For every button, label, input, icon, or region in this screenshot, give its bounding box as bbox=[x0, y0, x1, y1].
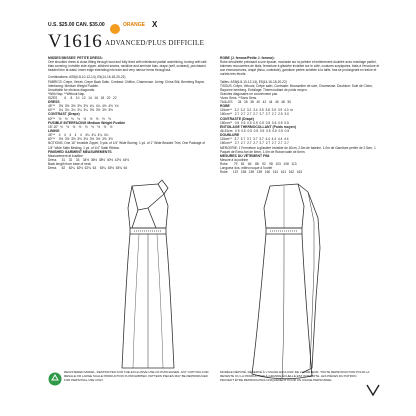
yardage-row: 18"-20" ½ ½ ½ ½ ½ ½ ½ ½ ½ bbox=[48, 124, 113, 129]
dress-back-illustration bbox=[232, 178, 342, 383]
yardage-row: 150cm** 0.5 0.5 0.5 0.5 0.5 0.5 0.5 0.5 0.5 bbox=[220, 120, 289, 125]
nap-note: *With Nap. **Without Nap. bbox=[48, 91, 86, 96]
fabrics: TISSUS: Crêpe, Velours, Crêpe satin. Contraste: Mousseline de soie, Charmeuse. Doublure: Soie de Chine, Rayonne bemberg. Entoilage: Thermocollant de poids moyen. bbox=[220, 83, 373, 92]
vogue-v-logo bbox=[366, 384, 380, 400]
yardage-row: 150cm** 2.7 2.7 2.7 2.7 2.7 2.7 2.7 2.7 2.7 bbox=[220, 141, 289, 146]
yardage-row: 46-51cm 0.5 0.5 0.5 0.5 0.5 0.5 0.5 0.5 0.5 bbox=[220, 129, 290, 134]
color-dot-icon bbox=[110, 20, 120, 38]
sizes-row: TAILLES 34 36 38 40 42 44 46 48 50 bbox=[220, 100, 292, 105]
nap-note: *Avec Sens. **Sans Sens. bbox=[220, 95, 257, 100]
finished-measurements-label: MESURES DU VÊTEMENT FINI bbox=[220, 153, 270, 158]
pattern-number: V1616 bbox=[48, 31, 103, 52]
measurement-row: Dress 62 62¼ 62½ 62¾ 63 63¼ 63½ 63¾ 64 bbox=[48, 166, 128, 171]
contrast-label: CONTRAST (Drape) bbox=[48, 112, 80, 117]
back-length-label: Longueur dos, milieu nuque à l'ourlet bbox=[220, 166, 273, 171]
interfacing-label: FUSIBLE INTERFACING Medium Weight Fusible bbox=[48, 120, 126, 125]
measurement-row: Robe 79 81 84 88 92 98 103 108 113 bbox=[220, 162, 297, 166]
yardage-row: 60"** ½ ½ ½ ½ ½ ½ ½ ½ ½ bbox=[48, 116, 111, 121]
yardage-row: 60"** 3½ 3½ 3½ 3½ 3½ 3½ 3½ 3½ 3½ bbox=[48, 137, 113, 142]
yardage-row: 45"** 3½ 3½ 3½ 3½ 3½ 4¼ 4¼ 4½ 4½ Yd bbox=[48, 104, 119, 109]
sizes-row: SIZES 6 8 10 12 14 16 18 20 22 bbox=[48, 95, 117, 100]
yardage-row: 45"** 4 4 4 4 4 4¼ 4¼ 4¼ 4¼ bbox=[48, 133, 109, 138]
price-label: U.S. $25.00 CAN. $35.00 bbox=[48, 22, 105, 28]
finished-sub: Mesure à la poitrine bbox=[220, 157, 248, 162]
unsuitable-note: Unsuitable for obvious diagonals. bbox=[48, 87, 95, 92]
copyright-notice-english: REGISTERED MODEL. RESTRICTED FOR THE EXCLUSIVE USE OF PURCHASER. ANY COPYING FOR RESALE OR LARGE SCALE PRODUCTION IS PROHIBITED. PATTERN PIECES MAY BE REPRODUCED FOR PERSONAL USE ONLY. bbox=[64, 370, 209, 382]
yardage-row: 115cm** 3.7 3.7 3.7 3.7 3.7 4.4 4.4 4.4 4.4 bbox=[220, 137, 289, 142]
garment-title: ROBE (J. femme/Petite J. femme): bbox=[220, 56, 275, 60]
english-column bbox=[48, 56, 210, 170]
yardage-row: 150cm** 2.7 2.7 2.7 2.7 2.7 2.7 2.7 2.9 3.0 bbox=[220, 112, 289, 117]
dress-label: ROBE bbox=[220, 104, 230, 109]
unsuitable-note: Grandes diagonales ne conviennent pas. bbox=[220, 91, 278, 96]
dress-front-illustration bbox=[98, 178, 198, 378]
interfacing-label: ENTOILAGE THERMOCOLLANT (Poids moyen) bbox=[220, 124, 296, 129]
lining-label: DOUBLURE bbox=[220, 133, 240, 138]
measurement-row: Robe 157 158 159 159 160 161 161 162 163 bbox=[220, 170, 303, 175]
yardage-row: 60"** 3¼ 3¼ 3¼ 3¼ 3¼ 3½ 3½ 3½ 3½ bbox=[48, 108, 113, 113]
back-length-label: Back length from base of neck bbox=[48, 162, 91, 166]
finished-measurements-label: FINISHED GARMENT MEASUREMENTS bbox=[48, 149, 112, 154]
difficulty-symbol: X bbox=[152, 20, 158, 29]
garment-title: MISSES'/MISSES' PETITE DRESS: bbox=[48, 56, 103, 60]
combinations: Tailles: AS5(6-8-10-12-14), E5(14-16-18-20-22) bbox=[220, 79, 287, 84]
recycle-icon bbox=[48, 372, 62, 391]
difficulty-level: ADVANCED/PLUS DIFFICILE bbox=[105, 39, 205, 47]
copyright-notice-french: MODÈLE DÉPOSÉ. RÉSERVÉ À L'USAGE EXCLUSIF DE L'ACHETEUR. TOUTE REPRODUCTION POUR LA REVENTE OU LA PRODUCTION À GRANDE ÉCHELLE EST INTERDITE. LES PIÈCES DU PATRON PEUVENT ÊTRE REPRODUITES UNIQUEMENT POUR UN USAGE PERSONNEL. bbox=[220, 370, 370, 382]
finished-sub: Measurement at bustline bbox=[48, 153, 83, 158]
notions: NOTIONS: One 16" Invisible Zipper, 3 yds. of 1/4" Wide Boning, 1 yd. of 1" Wide Beaded Trim, One Package of 1/4" Wide Satin Binding, 1 yd. of 1/4" Satin Ribbon. bbox=[48, 141, 206, 150]
combinations: Combinations: AS5(6-8-10-12-14), E5(14-16-18-20-22) bbox=[48, 75, 126, 80]
contrast-label: CONTRASTE (Drapé) bbox=[220, 116, 254, 121]
fabrics: FABRICS: Crepe, Velvet, Crepe Back Satin. Contrast: Chiffon, Charmeuse. Lining: China Silk; Bemberg Rayon. Interfacing: Medium Weight Fusible. bbox=[48, 79, 206, 88]
measurement-row: Dress 31 32 33 34½ 36½ 38½ 40½ 42½ 44½ bbox=[48, 157, 129, 162]
french-column bbox=[220, 56, 382, 174]
garment-description: Robe décolletée précisant à une épaule, moulante sur la poitrine et entièrement doublée avec entoilage partiel, baleines recouvertes de biais, fermeture à glissière invisible sur le côté, coutures surpiquées, biais à l'encolure et aux emmanchures, drapé (tissu, contraste), garniture perlée achetée à la taille, bas se prolongeant en traîne et ourlets très étroits. bbox=[220, 60, 380, 77]
garment-description: One shoulder dress is close-fitting through bust and fully lined with interfaced partial underlining, boning with self-bias covering, invisible side zipper, stitched seams, neckline and armhole bias, drape (self, contrast), purchased beaded trim at waist, lower edge extending into train and very narrow hems throughout. bbox=[48, 60, 208, 73]
yardage-row: 115cm** 3.2 3.2 3.2 3.4 3.5 3.8 3.9 3.9 4.0 m bbox=[220, 108, 293, 113]
notions: MERCERIE: 1 Fermeture à glissière invisible de 40cm, 2.8m de baleine, 1.0m de Garniture perlée de 2.5cm, 1 Paquet de Extra-fort de 6mm, 1.0m de Ruban satin de 6mm. bbox=[220, 145, 376, 154]
color-label: ORANGE bbox=[123, 22, 145, 28]
lining-label: LINING bbox=[48, 129, 60, 134]
dress-label: DRESS bbox=[48, 100, 60, 105]
